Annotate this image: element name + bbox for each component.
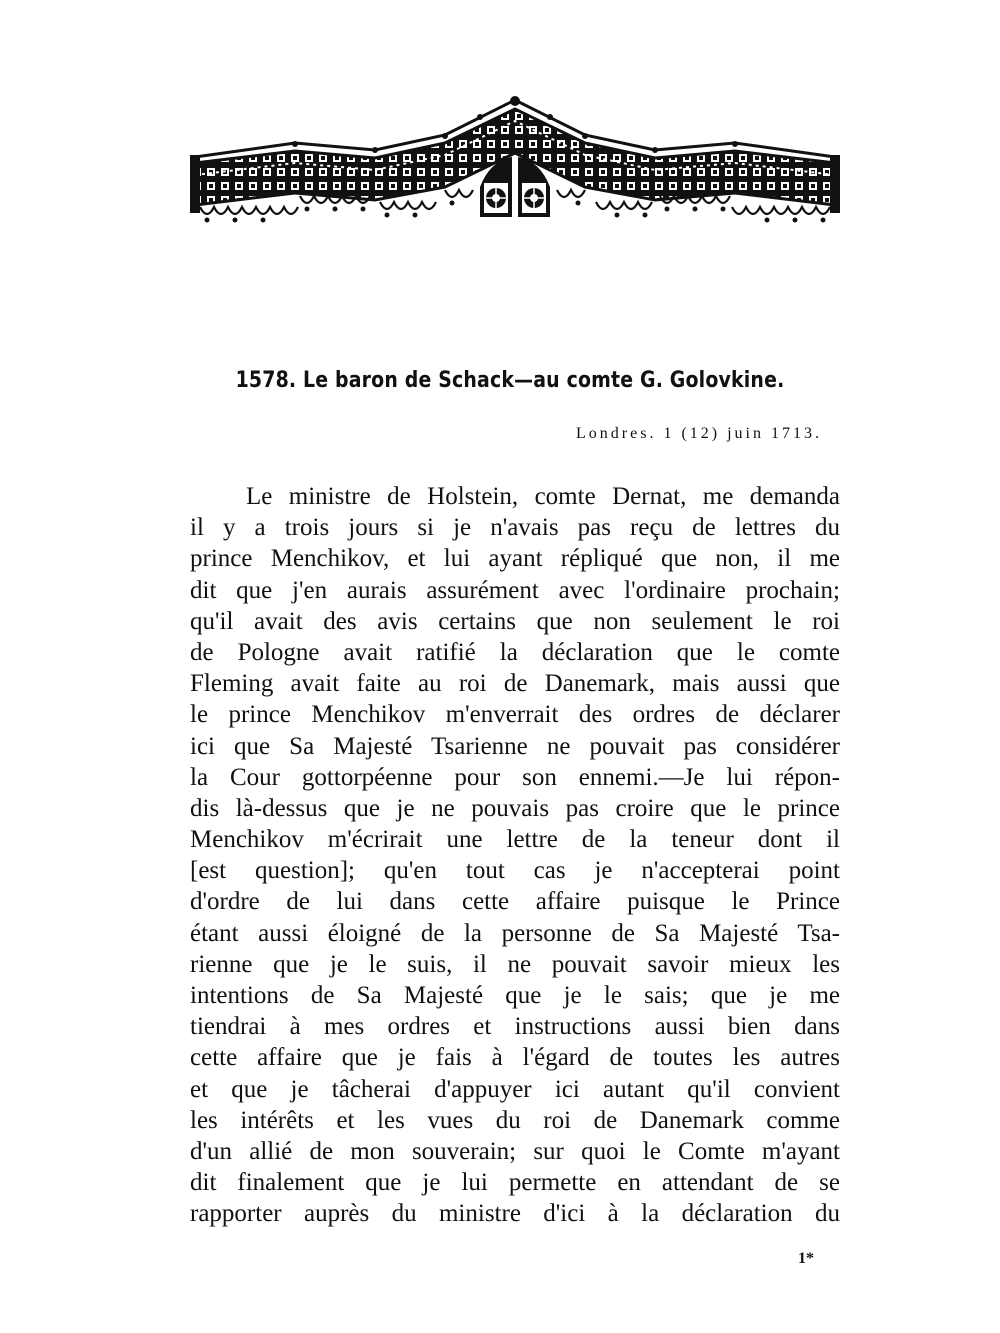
- dateline: Londres. 1 (12) juin 1713.: [576, 425, 822, 442]
- body-line: d'un allié de mon souverain; sur quoi le Comte m'ayant: [190, 1137, 840, 1165]
- body-line: d'ordre de lui dans cette affaire puisque le Prince: [190, 888, 840, 916]
- body-line: cette affaire que je fais à l'égard de toutes les autres: [190, 1044, 840, 1072]
- body-line: rienne que je le suis, il ne pouvait savoir mieux les: [190, 950, 840, 978]
- body-line: le prince Menchikov m'enverrait des ordres de déclarer: [190, 701, 840, 729]
- body-line: rapporter auprès du ministre d'ici à la déclaration du: [190, 1200, 840, 1228]
- body-line: la Cour gottorpéenne pour son ennemi.—Je lui répon-: [190, 763, 840, 791]
- body-line: il y a trois jours si je n'avais pas reçu de lettres du: [190, 514, 840, 542]
- body-line: Le ministre de Holstein, comte Dernat, me demanda: [246, 483, 840, 510]
- body-line: dit finalement que je lui permette en attendant de se: [190, 1169, 840, 1197]
- body-line: prince Menchikov, et lui ayant répliqué que non, il me: [190, 545, 840, 573]
- body-line: les intérêts et les vues du roi de Danemark comme: [190, 1106, 840, 1134]
- body-line: ici que Sa Majesté Tsarienne ne pouvait pas considérer: [190, 732, 840, 760]
- gothic-arch-headpiece-icon: [190, 95, 840, 245]
- body-line: et que je tâcherai d'appuyer ici autant qu'il convient: [190, 1075, 840, 1103]
- letter-heading: 1578. Le baron de Schack—au comte G. Golovkine.: [235, 368, 785, 393]
- body-line: tiendrai à mes ordres et instructions aussi bien dans: [190, 1013, 840, 1041]
- body-line: Fleming avait faite au roi de Danemark, mais aussi que: [190, 670, 840, 698]
- body-line: intentions de Sa Majesté que je le sais; que je me: [190, 982, 840, 1009]
- body-line: étant aussi éloigné de la personne de Sa Majesté Tsa-: [190, 919, 840, 947]
- body-line: dis là-dessus que je ne pouvais pas croire que le prince: [190, 794, 840, 822]
- body-line: dit que j'en aurais assurément avec l'ordinaire prochain;: [190, 576, 840, 604]
- body-line: qu'il avait des avis certains que non seulement le roi: [190, 607, 840, 635]
- letter-body: [190, 481, 840, 1230]
- signature-mark: 1*: [798, 1250, 814, 1267]
- body-line: [est question]; qu'en tout cas je n'accepterai point: [190, 857, 840, 885]
- body-line: Menchikov m'écrirait une lettre de la teneur dont il: [190, 826, 840, 854]
- body-line: de Pologne avait ratifié la déclaration que le comte: [190, 638, 840, 666]
